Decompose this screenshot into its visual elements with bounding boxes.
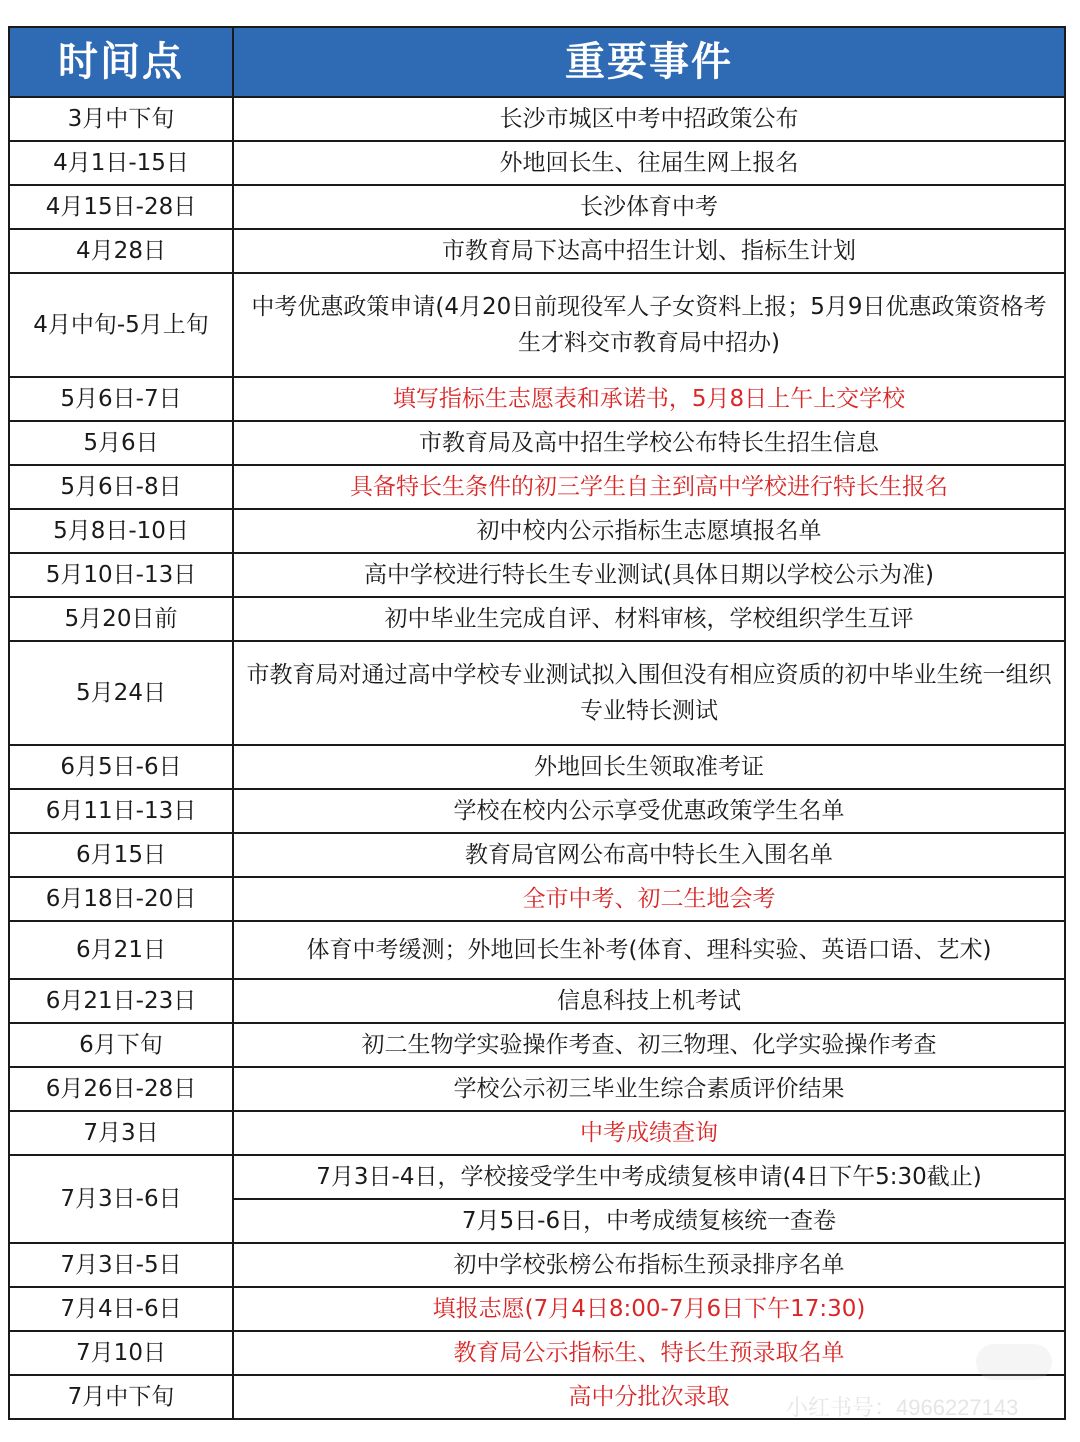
event-cell: 高中学校进行特长生专业测试(具体日期以学校公示为准) [233, 553, 1065, 597]
table-row [9, 273, 1065, 377]
event-cell: 外地回长生、往届生网上报名 [233, 141, 1065, 185]
time-cell: 5月6日 [9, 421, 233, 465]
table-row [9, 465, 1065, 509]
time-cell: 7月3日-6日 [9, 1155, 233, 1243]
time-cell: 6月15日 [9, 833, 233, 877]
table-row [9, 1243, 1065, 1287]
table-row [9, 509, 1065, 553]
time-cell: 6月11日-13日 [9, 789, 233, 833]
time-cell: 7月3日 [9, 1111, 233, 1155]
event-cell: 学校公示初三毕业生综合素质评价结果 [233, 1067, 1065, 1111]
time-cell: 6月下旬 [9, 1023, 233, 1067]
table-row [9, 377, 1065, 421]
event-cell: 初中毕业生完成自评、材料审核，学校组织学生互评 [233, 597, 1065, 641]
event-cell: 填写指标生志愿表和承诺书，5月8日上午上交学校 [233, 377, 1065, 421]
event-cell: 学校在校内公示享受优惠政策学生名单 [233, 789, 1065, 833]
table-header-row [9, 27, 1065, 97]
time-cell: 4月28日 [9, 229, 233, 273]
table-row [9, 789, 1065, 833]
table-body [9, 97, 1065, 1419]
table-row [9, 1155, 1065, 1199]
event-cell: 信息科技上机考试 [233, 979, 1065, 1023]
time-cell: 6月21日-23日 [9, 979, 233, 1023]
event-cell: 7月3日-4日，学校接受学生中考成绩复核申请(4日下午5:30截止) [233, 1155, 1065, 1199]
table-row [9, 921, 1065, 979]
time-cell: 6月21日 [9, 921, 233, 979]
table-row [9, 1023, 1065, 1067]
table-row [9, 421, 1065, 465]
event-cell: 长沙体育中考 [233, 185, 1065, 229]
table-row [9, 641, 1065, 745]
event-cell: 填报志愿(7月4日8:00-7月6日下午17:30) [233, 1287, 1065, 1331]
table-row [9, 1111, 1065, 1155]
event-cell: 高中分批次录取 [233, 1375, 1065, 1419]
table-row [9, 97, 1065, 141]
time-cell: 5月24日 [9, 641, 233, 745]
time-cell: 4月15日-28日 [9, 185, 233, 229]
event-cell: 体育中考缓测；外地回长生补考(体育、理科实验、英语口语、艺术) [233, 921, 1065, 979]
header-event: 重要事件 [233, 27, 1065, 97]
event-cell: 全市中考、初二生地会考 [233, 877, 1065, 921]
event-cell: 市教育局及高中招生学校公布特长生招生信息 [233, 421, 1065, 465]
event-cell: 外地回长生领取准考证 [233, 745, 1065, 789]
time-cell: 6月26日-28日 [9, 1067, 233, 1111]
time-cell: 7月4日-6日 [9, 1287, 233, 1331]
time-cell: 5月6日-7日 [9, 377, 233, 421]
time-cell: 5月6日-8日 [9, 465, 233, 509]
time-cell: 5月8日-10日 [9, 509, 233, 553]
table-row [9, 1287, 1065, 1331]
table-row [9, 185, 1065, 229]
watermark-logo-icon [976, 1344, 1052, 1380]
table-row [9, 597, 1065, 641]
event-cell: 初中校内公示指标生志愿填报名单 [233, 509, 1065, 553]
table-row [9, 833, 1065, 877]
table-row [9, 1067, 1065, 1111]
event-cell: 市教育局下达高中招生计划、指标生计划 [233, 229, 1065, 273]
table-row [9, 229, 1065, 273]
table-row [9, 1375, 1065, 1419]
time-cell: 4月中旬-5月上旬 [9, 273, 233, 377]
table-row [9, 141, 1065, 185]
event-cell: 初二生物学实验操作考查、初三物理、化学实验操作考查 [233, 1023, 1065, 1067]
event-cell: 中考优惠政策申请(4月20日前现役军人子女资料上报；5月9日优惠政策资格考生才料交市教育局中招办) [233, 273, 1065, 377]
schedule-table [8, 26, 1066, 1420]
table-row [9, 979, 1065, 1023]
event-cell: 中考成绩查询 [233, 1111, 1065, 1155]
table-row [9, 877, 1065, 921]
table-row [9, 1331, 1065, 1375]
time-cell: 7月10日 [9, 1331, 233, 1375]
time-cell: 6月5日-6日 [9, 745, 233, 789]
event-cell: 市教育局对通过高中学校专业测试拟入围但没有相应资质的初中毕业生统一组织专业特长测试 [233, 641, 1065, 745]
time-cell: 4月1日-15日 [9, 141, 233, 185]
header-time: 时间点 [9, 27, 233, 97]
time-cell: 3月中下旬 [9, 97, 233, 141]
time-cell: 6月18日-20日 [9, 877, 233, 921]
event-cell: 长沙市城区中考中招政策公布 [233, 97, 1065, 141]
event-cell: 教育局官网公布高中特长生入围名单 [233, 833, 1065, 877]
event-cell: 初中学校张榜公布指标生预录排序名单 [233, 1243, 1065, 1287]
event-cell: 具备特长生条件的初三学生自主到高中学校进行特长生报名 [233, 465, 1065, 509]
time-cell: 5月20日前 [9, 597, 233, 641]
time-cell: 7月中下旬 [9, 1375, 233, 1419]
event-cell: 7月5日-6日，中考成绩复核统一查卷 [233, 1199, 1065, 1243]
time-cell: 5月10日-13日 [9, 553, 233, 597]
time-cell: 7月3日-5日 [9, 1243, 233, 1287]
watermark-text: 小红书号：4966227143 [786, 1395, 1019, 1420]
event-cell: 教育局公示指标生、特长生预录取名单 [233, 1331, 1065, 1375]
table-row [9, 745, 1065, 789]
table-row [9, 553, 1065, 597]
